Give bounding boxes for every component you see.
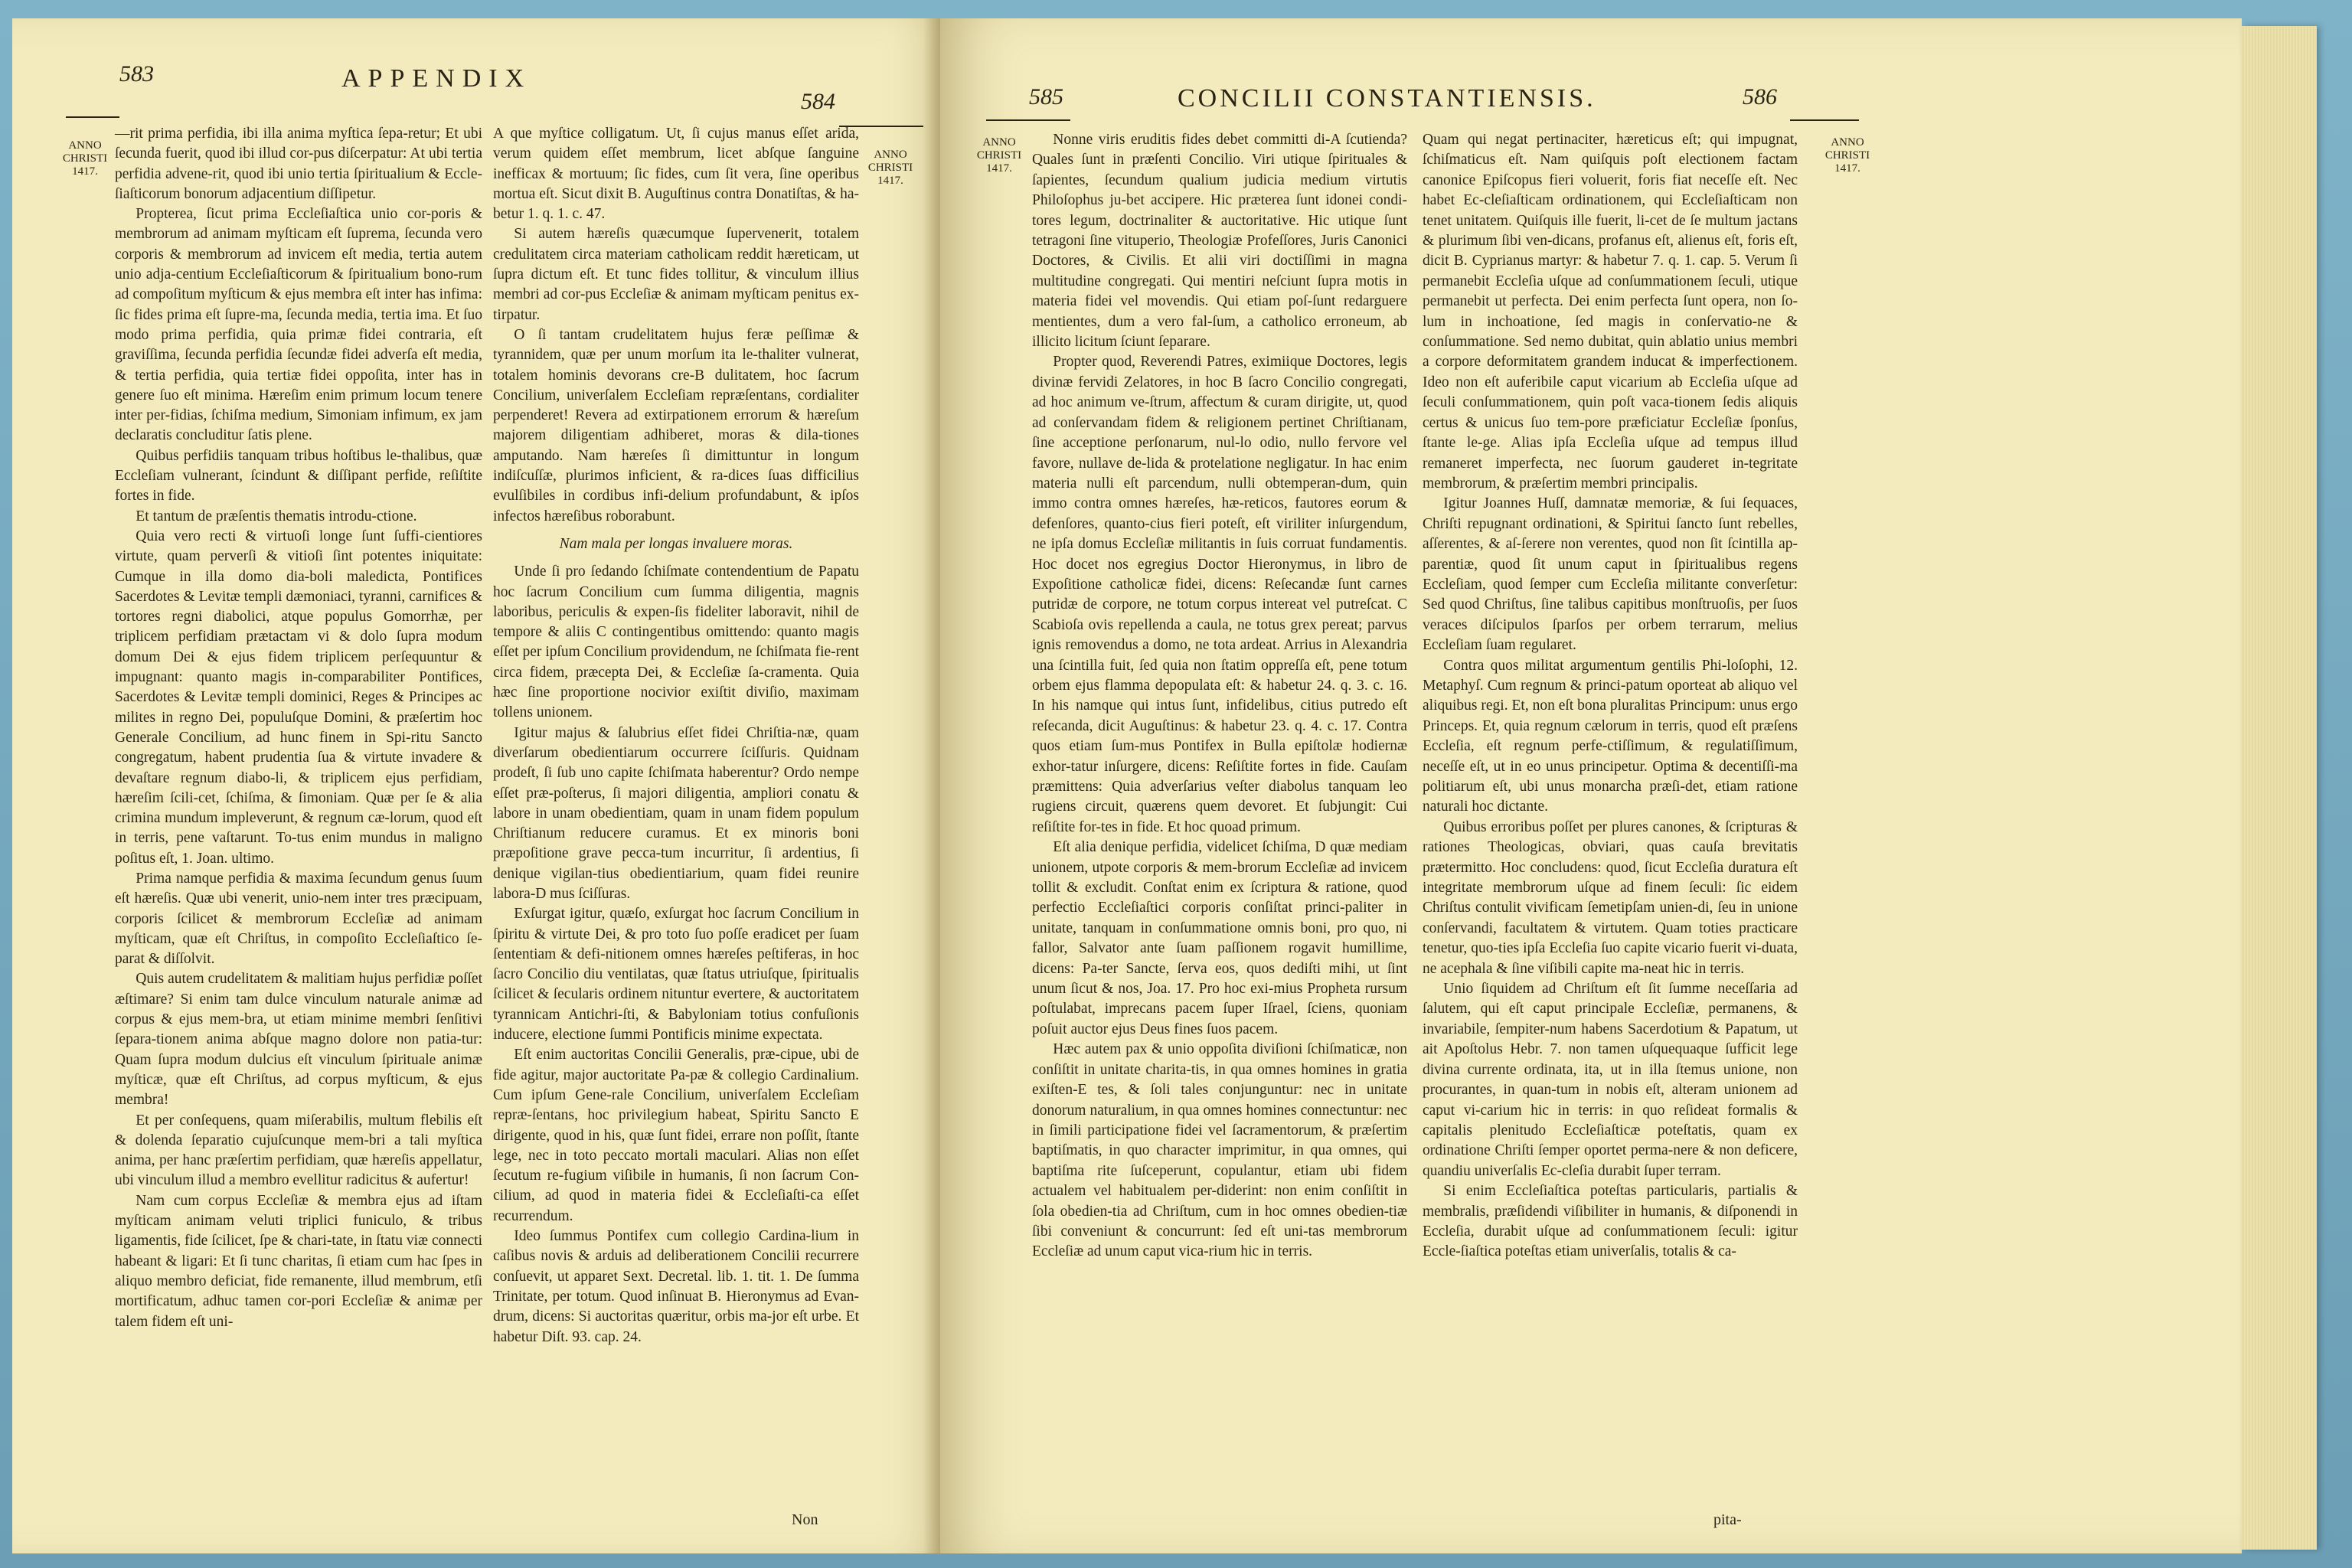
year-label: 1417. (986, 162, 1012, 175)
anno-label: ANNO (68, 139, 102, 152)
paragraph: Prima namque perfidia & maxima ſecundum genus ſuum eſt hæreſis. Quæ ubi venerit, unio-nem inter tres præcipuam, corporis ſcilicet & membrorum Eccleſiæ ad animam myſticam, quæ eſt Chriſtus, in compoſito Eccleſiaſtico ſe-parat & diſſolvit. (115, 870, 482, 968)
anno-label: ANNO (982, 136, 1016, 149)
paragraph: Si enim Eccleſiaſtica poteſtas particularis, partialis & membralis, præſidendi viſibiliter in humanis, & diſponendi in Eccleſia, durabit uſque ad conſummationem ſeculi: igitur Eccle-ſiaſtica poteſtas etiam univerſalis, totalis & ca- (1423, 1183, 1798, 1260)
paragraph: Si autem hæreſis quæcumque ſupervenerit, totalem credulitatem circa materiam catholicam reddit hæreticam, ut ſupra dictum eſt. Et tunc fides tollitur, & vinculum illius membri ad cor-pus Eccleſiæ & animam myſticam penitus ex-tirpatur. (493, 226, 859, 323)
paragraph: Quam qui negat pertinaciter, hæreticus eſt; qui impugnat, ſchiſmaticus eſt. Nam quiſquis poſt electionem factam canonice Epiſcopus fieri voluerit, foris fiat neceſſe eſt. Nec habet Ec-cleſiaſticam ordinationem, qui Eccleſiaſticam non tenet unitatem. Quiſquis ille fuerit, li-cet de ſe multum jactans & plurimum ſibi ven-dicans, profanus eſt, alienus eſt, foris eſt, dicit B. Cyprianus martyr: & habetur 7. q. 1. cap. 5. Verum ſi permanebit Eccleſia uſque ad conſummationem ſeculi, utique permanebit ut perfecta. Dei enim perfecta ſunt opera, non ſo-lum in inchoatione, ſed magis in conſervatio-ne & conſummatione. Sed nemo dubitat, quin ablatio unius membri a corpore deformitatem grandem inducat & imperfectionem. Ideo non eſt auferibile caput vicarium ab Eccleſia uſque ad ſeculi conſummationem, quin poſt vaca-tionem ſedis aliquis certus & unicus ſuo tem-pore præficiatur Eccleſiæ ſponſus, ſtante le-ge. Alias ipſa Eccleſia uſque ad tempus illud remaneret imperfecta, nec ſuorum gauderet in-tegritate membrorum, & præſertim membri principalis. (1423, 132, 1798, 492)
page-number-583: 583 (119, 61, 154, 87)
paragraph: Contra quos militat argumentum gentilis Phi-loſophi, 12. Metaphyſ. Cum regnum & princi-patum oporteat ab aliquo vel aliquibus regi. Et, non eſt bona pluralitas Principum: unus ergo Princeps. Et, quia regnum cælorum in terris, quod eſt præſens Eccleſia, eſt regnum perfe-ctiſſimum, & regulatiſſimum, neceſſe eſt, ut in eo unus principetur. Optima & decentiſſi-ma politiarum eſt, ubi unus monarcha præſi-det, etiam ratione naturali hoc dictante. (1423, 657, 1798, 815)
margin-anno-christi-right (864, 149, 917, 188)
paragraph: Unio ſiquidem ad Chriſtum eſt ſit ſumme neceſſaria ad ſalutem, qui eſt caput principale Eccleſiæ, permanens, & invariabile, ſempiter-num habens Sacerdotium & Papatum, ut ait Apoſtolus Hebr. 7. non tamen uſquequaque ſufficit lege divina currente ordinata, ita, ut in illa ſtemus unione, non procurantes, in quan-tum in nobis eſt, alteram unionem ad caput vi-carium hic in terris: in quo reſideat formalis & capitalis plenitudo Eccleſiaſticæ poteſtatis, quam ex ordinatione Chriſti ſemper oportet perma-nere & non deficere, quandiu univerſalis Ec-cleſia durabit ſuper terram. (1423, 981, 1798, 1179)
christi-label: CHRISTI (62, 152, 108, 165)
paragraph: Et per conſequens, quam miſerabilis, multum flebilis eſt & dolenda ſeparatio cujuſcunque mem-bri a tali myſtica anima, per hanc præſertim perfidiam, quæ hæreſis appellatur, ubi vinculum illud a membro evellitur radicitus & aufertur! (115, 1112, 482, 1189)
running-head-appendix: APPENDIX (341, 64, 532, 93)
paragraph: Quibus perfidiis tanquam tribus hoſtibus le-thalibus, quæ Eccleſiam vulnerant, ſcindunt & diſſipant perfide, reſiſtite fortes in fide. (115, 447, 482, 505)
year-label: 1417. (72, 165, 98, 178)
anno-label: ANNO (874, 149, 907, 161)
head-rule-left (66, 116, 119, 118)
paragraph: A que myſtice colligatum. Ut, ſi cujus manus eſſet arida, verum quidem eſſet membrum, licet abſque ſanguine inefficax & mortuum; ſic fides, cum ſit vera, ſine operibus mortua eſt. Sicut dixit B. Auguſtinus contra Donatiſtas, & ha-betur 1. q. 1. c. 47. (493, 126, 859, 223)
right-page (940, 18, 2242, 1553)
paragraph: Hæc autem pax & unio oppoſita diviſioni ſchiſmaticæ, non conſiſtit in unitate charita-tis, in qua omnes homines in gratia exiſten-E tes, & ſoli tales conjunguntur: nec in unitate donorum naturalium, in qua omnes homines connectuntur: nec in ſimili participatione fidei vel ſacramentorum, & præſertim baptiſmatis, in quo character imprimitur, in qua omnes, qui baptiſma rite ſuſceperunt, copulantur, etiam ubi fidem actualem vel habitualem per-diderint: non enim conſiſtit in ſola obedien-tia ad Chriſtum, cum in hoc omnes obedien-tiæ ſibi conveniunt & concurrunt: ſed eſt uni-tas membrorum Eccleſiæ ad unum caput vica-rium hic in terris. (1032, 1041, 1407, 1260)
christi-label: CHRISTI (976, 149, 1022, 162)
paragraph: Propterea, ſicut prima Eccleſiaſtica unio cor-poris & membrorum ad animam myſticam eſt ſuprema, ſecunda vero corporis & membrorum ad invicem eſt media, tertia autem unio adja-centium Eccleſiaſticorum & ſpiritualium bono-rum ad compoſitum myſticum & ejus membra eſt inter has infima: ſic fides prima eſt ſupre-ma, ſecunda media, tertia ima. Et ſuo modo prima perfidia, quia primæ fidei contraria, eſt graviſſima, ſecunda perfidia ſecundæ fidei adverſa eſt media, & tertia perfidia, quia tertiæ fidei oppoſita, inter has in genere ſuo eſt minima. Hæreſim enim primum locum tenere inter per-fidias, ſchiſma medium, Simoniam infimum, ex jam declaratis concluditur ſatis plene. (115, 206, 482, 444)
paragraph: Quibus erroribus poſſet per plures canones, & ſcripturas & rationes Theologicas, obviari, quas cauſa brevitatis prætermitto. Hoc concludens: quod, ſicut Eccleſia duratura eſt integritate membrorum uſque ad finem ſeculi: ſic eidem Chriſtus contulit vivificam ſemetipſam unien-di, ſeu in unione conſervandi, facultatem & virtutem. Quam toties practicare tenetur, quo-ties ipſa Eccleſia ſuo capite vicario fuerit vi-duata, ne acephala & ſine viſibili capite ma-neat hic in terris. (1423, 818, 1798, 977)
open-book (12, 18, 2317, 1557)
paragraph: —rit prima perfidia, ibi illa anima myſtica ſepa-retur; Et ubi ſecunda fuerit, quod ibi illud cor-pus diſcerpatur: At ubi tertia perfidia advene-rit, quod ibi unio tertia ſpiritualium & Eccle-ſiaſticorum bonorum adjacentium diſſipetur. (115, 126, 482, 202)
year-label: 1417. (1834, 162, 1860, 175)
paragraph: Et tantum de præſentis thematis introdu-ctione. (136, 508, 417, 524)
paragraph: Eſt enim auctoritas Concilii Generalis, præ-cipue, ubi de fide agitur, major auctoritate Pa-pæ & collegio Cardinalium. Cum ipſum Gene-rale Concilium, univerſalem Eccleſiam repræ-ſentans, hoc privilegium habeat, Spiritu Sancto E dirigente, quod in his, quæ ſunt fidei, errare non poſſit, ſtante lege, nec in toto peccato mortali maculari. Alias non eſſet ſecutum re-fugium viſibile in humanis, ſi non ſacrum Con-cilium, ad quod in materia fidei & Eccleſiaſti-ca eſſet recurrendum. (493, 1047, 859, 1224)
paragraph: Propter quod, Reverendi Patres, eximiique Doctores, legis divinæ fervidi Zelatores, in hoc B ſacro Concilio congregati, ad hoc animum ve-ſtrum, affectum & curam dirigite, ut, quod ad conſervandam fidem & religionem pertinet Chriſtianam, ſine acceptione perſonarum, nul-lo odio, nullo fervore vel favore, nullave de-lida & protelatione negligatur. In hac enim materia nulli eſt parcendum, nulli obtemperan-dum, quin immo contra omnes hæreſes, hæ-reticos, fautores eorum & defenſores, quanto-cius fieri poteſt, eſt viriliter inſurgendum, ne ipſa domus Eccleſiæ militantis in ſuis corruat fundamentis. Hoc docet nos egregius Doctor Hieronymus, in libro de Expoſitione catholicæ fidei, dicens: Reſecandæ ſunt carnes putridæ de corpore, ne totum corpus intereat vel putreſcat. C Scabioſa ovis repellenda a caula, ne totus grex pereat; parvus ignis removendus a domo, ne tota ardeat. Arrius in Alexandria una ſcintilla fuit, ſed quia non ſtatim oppreſſa eſt, pene totum orbem ejus flamma depopulata eſt: & habetur 24. q. 3. c. 16. In his namque qui intus ſunt, infidelibus, citius putredo eſt reſecanda, dicit Auguſtinus: & habetur 23. q. 4. c. 17. Contra quos etiam ſum-mus Pontifex in Bulla epiſtolæ hodiernæ exhor-tatur inſurgere, dicens: Reſiſtite fortes in fide. Cauſam præmittens: Quia adverſarius veſter diabolus tanquam leo rugiens circuit, quærens quem devoret. Et ſubjungit: Cui reſiſtite for-tes in fide. Et hoc quoad primum. (1032, 354, 1407, 835)
year-label: 1417. (877, 175, 903, 187)
verse-quote: Nam mala per longas invaluere moras. (559, 535, 793, 552)
paragraph: Quis autem crudelitatem & malitiam hujus perfidiæ poſſet æſtimare? Si enim tam dulce vinculum naturale animæ ad corpus & ejus mem-bra, ut etiam minime membri ſenſitivi ſepara-tionem anima abſque magno dolore non patia-tur: Quam ſupra modum dulcius eſt vinculum ſpirituale animæ myſticæ, quæ eſt Chriſtus, ad corpus myſticum, & ejus membra! (115, 971, 482, 1109)
paragraph: O ſi tantam crudelitatem hujus feræ peſſimæ & tyrannidem, quæ per unum morſum ita le-thaliter vulnerat, totalem hominis devorans cre-B dulitatem, hoc ſacrum Concilium, univerſalem Eccleſiam repræſentans, cordialiter perpenderet! Revera ad extirpationem errorum & hæreſum majorem diligentiam adhiberet, moras & dila-tiones amputando. Nam hæreſes ſi dimittuntur in longum indiſcuſſæ, plurimos inficient, & ra-dices ſuas difficilius evulſibiles in cordibus infi-delium profundabunt, & ipſos infectos hæreſibus roborabunt. (493, 326, 859, 524)
margin-anno-christi-left (58, 139, 112, 178)
christi-label: CHRISTI (1824, 149, 1870, 162)
right-page-column-2 (1423, 130, 1798, 1263)
catchword: Non (792, 1511, 818, 1528)
page-number-585: 585 (1029, 84, 1063, 109)
left-page (12, 18, 940, 1553)
paragraph: Nonne viris eruditis fides debet committi di-A ſcutienda? Quales ſunt in præſenti Concilio. Viri utique ſpirituales & ſapientes, ſecundum qualium judicia medium virtutis Philoſophus ju-bet accipere. Hic præterea ſunt idonei condi-tores legum, doctrinaliter & auctoritative. Hic utique ſunt tetragoni ſine vituperio, Theologiæ Profeſſores, Juris Canonici Doctores, & Civilis. Et alii viri doctiſſimi in magna multitudine congregati. Qui mentiri neſciunt ſupra motis in materia fidei vel movendis. Qui etiam poſ-ſunt redarguere mentientes, dum a vero fal-ſum, a catholico erroneum, ab illicito licitum ſciunt ſeparare. (1032, 132, 1407, 351)
paragraph: Nam cum corpus Eccleſiæ & membra ejus ad iſtam myſticam animam veluti triplici funiculo, & tribus ligamentis, fide ſcilicet, ſpe & chari-tate, in ſtatu viæ connecti habeant & ligari: Et ſi tunc charitas, ſi etiam cum hac ſpes in aliquo membro deficiat, fide remanente, illud membrum, etſi mortificatum, adhuc tamen cor-pori Eccleſiæ & animæ per talem fidem eſt uni- (115, 1192, 482, 1330)
page-number-586: 586 (1743, 84, 1777, 109)
anno-label: ANNO (1831, 136, 1864, 149)
margin-anno-christi-right (1821, 136, 1874, 175)
right-page-column-1 (1032, 130, 1407, 1263)
paragraph: Exſurgat igitur, quæſo, exſurgat hoc ſacrum Concilium in ſpiritu & virtute Dei, & pro toto ſuo poſſe eradicet per ſuam ſententiam & defi-nitionem omnes hæreſes peſtiferas, in hoc ſacro Concilio diu ventilatas, quæ ſtatus utriuſque, ſpiritualis ſcilicet & ſecularis ordinem nituntur evertere, & auctoritatem tyrannicam Antichri-ſti, & Babyloniam totius confuſionis inducere, electione ſummi Pontificis minime expectata. (493, 906, 859, 1044)
head-rule-right (1790, 119, 1859, 121)
running-head-concilii: CONCILII CONSTANTIENSIS. (1178, 84, 1596, 113)
paragraph: Unde ſi pro ſedando ſchiſmate contendentium de Papatu hoc ſacrum Concilium cum ſumma diligentia, magnis laboribus, periculis & expen-ſis fideliter laboravit, nihil de tempore & aliis C contingentibus omittendo: quanto magis eſſet per ipſum Concilium providendum, ne ſchiſmata fie-rent circa fidem, præcepta Dei, & Eccleſiæ ſa-cramenta. Quia hæc ſine proportione nocivior exiſtit diviſio, maximam tollens unionem. (493, 564, 859, 721)
left-page-column-2 (493, 124, 859, 1348)
head-rule-left (986, 119, 1070, 121)
paragraph: Quia vero recti & virtuoſi longe ſunt ſuffi-cientiores virtute, quam perverſi & vitioſi ſint potentes iniquitate: Cumque in illa domo dia-boli maledicta, Pontifices Sacerdotes & Levitæ templi dæmoniaci, tyranni, carnifices & tortores regni diabolici, atque populus Gomorrhæ, per triplicem perfidiam prætactam vi & dolo ſupra modum domum Dei & ejus fidem triplicem perſequuntur & impugnant: quanto magis in-comparabiliter Pontifices, Sacerdotes & Levitæ templi dominici, Reges & Principes ac milites in regno Dei, populuſque Domini, & præſertim hoc Generale Concilium, ad hunc finem in Spi-ritu Sancto congregatum, habent prudentia ſua & virtute invadere & devaſtare regnum diabo-li, & triplicem ejus perfidiam, hæreſim ſcili-cet, ſchiſma, & ſimoniam. Quæ per ſe & alia crimina mundum impleverunt, & regnum cæ-lorum, quod eſt in terris, pene vaſtarunt. To-tus enim mundus in maligno poſitus eſt, 1. Joan. ultimo. (115, 528, 482, 867)
christi-label: CHRISTI (867, 162, 913, 174)
paragraph: Eſt alia denique perfidia, videlicet ſchiſma, D quæ mediam unionem, utpote corporis & mem-brorum Eccleſiæ ad invicem tollit & excludit. Conſtat enim ex ſcriptura & ratione, quod perfectio Eccleſiaſtici corporis conſiſtat princi-paliter in unitate, tanquam in conſummatione omnis boni, pro quo, ni fallor, Salvator ante ſuam paſſionem rogavit humillime, dicens: Pa-ter Sancte, ſerva eos, quos dediſti mihi, ut ſint unum ſicut & nos, Joa. 17. Pro hoc exi-mius Propheta rursum poſtulabat, imprecans pacem ſuper Iſrael, ſciens, quoniam poſuit auctor ejus Deus fines ſuos pacem. (1032, 839, 1407, 1037)
paragraph: Igitur Joannes Huſſ, damnatæ memoriæ, & ſui ſequaces, Chriſti repugnant ordinationi, & Spiritui ſancto ſunt rebelles, aſſerentes, & aſ-ſerere non verentes, quod non ſit ſcintilla ap-parentiæ, quod ſit unum caput in ſpiritualibus regens Eccleſiam, quod ſemper cum Eccleſia militante converſetur: Sed quod Chriſtus, ſine talibus capitibus monſtruoſis, per ſuos veraces diſcipulos ſparſos per orbem terrarum, melius Eccleſiam ſuam regularet. (1423, 495, 1798, 654)
page-edges (2242, 26, 2317, 1550)
left-page-column-1 (115, 124, 482, 1332)
page-number-584: 584 (801, 89, 835, 114)
paragraph: Igitur majus & ſalubrius eſſet fidei Chriſtia-næ, quam diverſarum obedientiarum occurrere ſciſſuris. Quidnam prodeſt, ſi ſub uno capite ſchiſmata haberentur? Ordo nempe eſſet præ-poſterus, ſi majori diligentia, ampliori conatu & labore in unam obedientiam, quam in unam fidem populum Chriſtianum reducere curamus. Et ex minoris boni præpoſitione grave pecca-tum incurritur, ſi ardentius, ſi denique vigilan-tius obedientiarium, quam fidei reunire labora-D mus ſciſſuras. (493, 724, 859, 902)
paragraph: Ideo ſummus Pontifex cum collegio Cardina-lium in caſibus novis & arduis ad deliberationem Concilii recurrere conſuevit, ut apparet Sext. Decretal. lib. 1. tit. 1. De ſumma Trinitate, per totum. Quod inſinuat B. Hieronymus ad Evan-drum, dicens: Si auctoritas quæritur, orbis ma-jor eſt urbe. Et habetur Diſt. 93. cap. 24. (493, 1228, 859, 1345)
margin-anno-christi-left (972, 136, 1026, 175)
catchword: pita- (1713, 1511, 1742, 1528)
